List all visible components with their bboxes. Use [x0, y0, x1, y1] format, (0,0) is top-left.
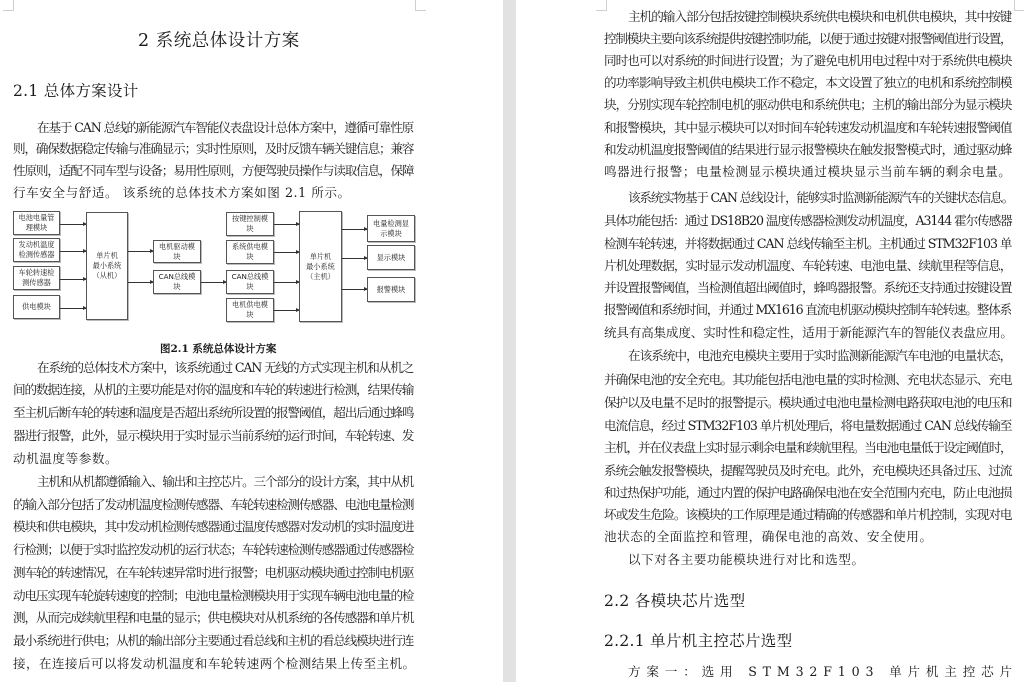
- arrow: [128, 282, 153, 283]
- arrow: [60, 224, 86, 225]
- paragraph-line: 在该系统中，电池充电模块主要用于实时监测新能源汽车电池的电量状态，: [628, 348, 1012, 363]
- document-page-left: [0, 0, 503, 682]
- paragraph-line: 池状态的全面监控和管理，确保电池的高效、安全使用。: [604, 529, 933, 544]
- paragraph-line: 行车安全与舒适。 该系统的总体技术方案如图 2.1 所示。: [13, 185, 351, 200]
- arrow: [274, 310, 299, 311]
- arrow: [274, 282, 299, 283]
- paragraph-line: 以下对各主要功能模块进行对比和选型。: [628, 552, 865, 567]
- crop-mark-top-left: [3, 0, 14, 11]
- paragraph-line: 并设置报警阈值，当检测值超出阈值时，蜂鸣器报警。系统还支持通过按键设置: [604, 280, 1012, 295]
- paragraph-line: 同时也可以对系统的时间进行设置；为了避免电机用电过程中对于系统供电模块: [604, 53, 1012, 68]
- document-page-right: [516, 0, 1024, 682]
- block-power-supply: 供电模块: [13, 295, 60, 319]
- block-key-control: 按键控制模块: [226, 212, 274, 236]
- paragraph-line: 方案一：选用 STM32F103 单片机主控芯片: [628, 664, 1018, 679]
- paragraph-line: 保护以及电量不足时的报警提示。模块通过电池电量检测电路获取电池的电压和: [604, 395, 1012, 410]
- arrow: [274, 224, 299, 225]
- paragraph-line: 模块和供电模块，其中发动机检测传感器通过温度传感器对发动机的实时温度进: [13, 519, 414, 534]
- paragraph-line: 电流信息，经过 STM32F103 单片机处理后，将电量数据通过 CAN 总线传输至: [604, 418, 1012, 433]
- section-title: 2.1 总体方案设计: [13, 82, 139, 100]
- paragraph-line: 接，在连接后可以将发动机温度和车轮转速两个检测结果上传至主机。: [13, 656, 416, 671]
- block-alarm: 报警模块: [367, 277, 415, 302]
- figure-caption: 图2.1 系统总体设计方案: [160, 343, 277, 355]
- page-gutter: [503, 0, 516, 682]
- paragraph-line: 至主机后断车轮的转速和温度是否超出系统所设置的报警阈值，超出后通过蜂鸣: [13, 405, 414, 420]
- paragraph-line: 鸣器进行报警；电量检测显示模块通过模块显示当前车辆的剩余电量。: [604, 164, 1012, 179]
- paragraph-line: 动电压实现车轮旋转速度的控制；电池电量检测模块用于实现车辆电池电量的检: [13, 588, 414, 603]
- paragraph-line: 主机和从机都遵循输入、输出和主控芯片。三个部分的设计方案，其中从机: [37, 474, 413, 489]
- paragraph-line: 报警阈值和系统时间，并通过 MX1616 直流电机驱动模块控制车轮转速。整体系: [604, 302, 1012, 317]
- block-slave-mcu: 单片机 最小系统 （从机）: [86, 212, 128, 320]
- paragraph-line: 统具有高集成度、实时性和稳定性，适用于新能源汽车的智能仪表盘应用。: [604, 325, 1013, 340]
- paragraph-line: 的功率影响导致主机供电模块工作不稳定，本文设置了独立的电机和系统控制模: [604, 75, 1012, 90]
- arrow: [342, 229, 367, 230]
- paragraph-line: 在系统的总体技术方案中，该系统通过 CAN 无线的方式实现主机和从机之: [37, 360, 414, 375]
- paragraph-line: 片机处理数据，实时显示发动机温度、车轮转速、电池电量、续航里程等信息，: [604, 258, 1012, 273]
- arrow: [60, 308, 86, 309]
- block-master-mcu: 单片机 最小系统 （主机）: [299, 211, 342, 322]
- block-motor-power: 电机供电模块: [226, 298, 274, 322]
- block-engine-temp-sensor: 发动机温度检测传感器: [13, 238, 60, 262]
- crop-mark-top-right: [1014, 0, 1024, 11]
- crop-mark-top-right: [415, 0, 426, 11]
- block-display: 显示模块: [367, 245, 415, 270]
- paragraph-line: 和发动机温度报警阈值的结果进行显示报警模块在触发报警模式时，通过驱动蜂: [604, 142, 1012, 157]
- arrow: [128, 251, 153, 252]
- paragraph-line: 间的数据连接，从机的主要功能是对你的温度和车轮的转速进行检测，结果传输: [13, 382, 414, 397]
- paragraph-line: 系统会触发报警模块，提醒驾驶员及时充电。此外，充电模块还具备过压、过流: [604, 463, 1012, 478]
- paragraph-line: 动机温度等参数。: [13, 451, 119, 466]
- paragraph-line: 的输入部分包括了发动机温度检测传感器、车轮转速检测传感器、电池电量检测: [13, 497, 414, 512]
- block-motor-driver: 电机驱动模块: [153, 240, 201, 263]
- paragraph-line: 块，分别实现车轮控制电机的驱动供电和系统供电；主机的输出部分为显示模块: [604, 97, 1012, 112]
- arrow: [201, 282, 226, 283]
- crop-mark-top-left: [596, 0, 607, 11]
- paragraph-line: 和过热保护功能，通过内置的保护电路确保电池在安全范围内充电，防止电池损: [604, 485, 1012, 500]
- paragraph-line: 行检测；以便于实时监控发动机的运行状态；车轮转速检测传感器通过传感器检: [13, 542, 414, 557]
- paragraph-line: 测，从而完成续航里程和电量的显示；供电模块对从机系统的各传感器和单片机: [13, 610, 414, 625]
- arrow: [274, 252, 299, 253]
- paragraph-line: 检测车轮转速，并将数据通过 CAN 总线传输至主机。主机通过 STM32F103 单: [604, 236, 1012, 251]
- subsection-title: 2.2.1 单片机主控芯片选型: [604, 632, 793, 650]
- paragraph-line: 该系统实物基于 CAN 总线设计，能够实时监测新能源汽车的关键状态信息。: [628, 190, 1013, 205]
- block-system-power: 系统供电模块: [226, 240, 274, 264]
- paragraph-line: 性原则，适配不同车型与设备；易用性原则，方便驾驶员操作与读取信息，保障: [13, 163, 414, 178]
- arrow: [60, 279, 86, 280]
- block-battery-management: 电池电量管理模块: [13, 211, 60, 235]
- paragraph-line: 测车轮的转速情况，在车轮转速异常时进行报警；电机驱动模块通过控制电机驱: [13, 565, 414, 580]
- paragraph-line: 和报警模块，其中显示模块可以对时间车轮转速发动机温度和车轮转速报警阈值: [604, 120, 1012, 135]
- paragraph-line: 主机，并在仪表盘上实时显示剩余电量和续航里程。当电池电量低于设定阈值时，: [604, 440, 1012, 455]
- paragraph-line: 并确保电池的安全充电。其功能包括电池电量的实时检测、充电状态显示、充电: [604, 372, 1012, 387]
- arrow: [342, 289, 367, 290]
- paragraph-line: 在基于 CAN 总线的新能源汽车智能仪表盘设计总体方案中，遵循可靠性原: [37, 120, 414, 135]
- arrow: [342, 258, 367, 259]
- block-can-bus-slave: CAN总线模块: [153, 270, 201, 294]
- paragraph-line: 器进行报警，此外，显示模块用于实时显示当前系统的运行时间，车轮转速、发: [13, 428, 414, 443]
- chapter-title: 2 系统总体设计方案: [138, 31, 300, 51]
- paragraph-line: 则，确保数据稳定传输与准确显示；实时性原则，及时反馈车辆关键信息；兼容: [13, 141, 414, 156]
- paragraph-line: 主机的输入部分包括按键控制模块系统供电模块和电机供电模块，其中按键: [628, 9, 1012, 24]
- paragraph-line: 具体功能包括：通过 DS18B20 温度传感器检测发动机温度，A3144 霍尔传感器: [604, 213, 1012, 228]
- block-wheel-speed-sensor: 车轮转速检测传感器: [13, 266, 60, 290]
- block-can-bus-master: CAN总线模块: [226, 270, 274, 294]
- paragraph-line: 控制模块主要向该系统提供按键控制功能，以便于通过按键对报警阈值进行设置，: [604, 31, 1012, 46]
- block-battery-display: 电量检测显示模块: [367, 215, 415, 242]
- system-block-diagram: [0, 200, 440, 335]
- paragraph-line: 最小系统进行供电；从机的输出部分主要通过看总线和主机的看总线模块进行连: [13, 633, 414, 648]
- paragraph-line: 坏或发生危险。该模块的工作原理是通过精确的传感器和单片机控制，实现对电: [604, 507, 1012, 522]
- section-title: 2.2 各模块芯片选型: [604, 592, 746, 610]
- arrow: [60, 251, 86, 252]
